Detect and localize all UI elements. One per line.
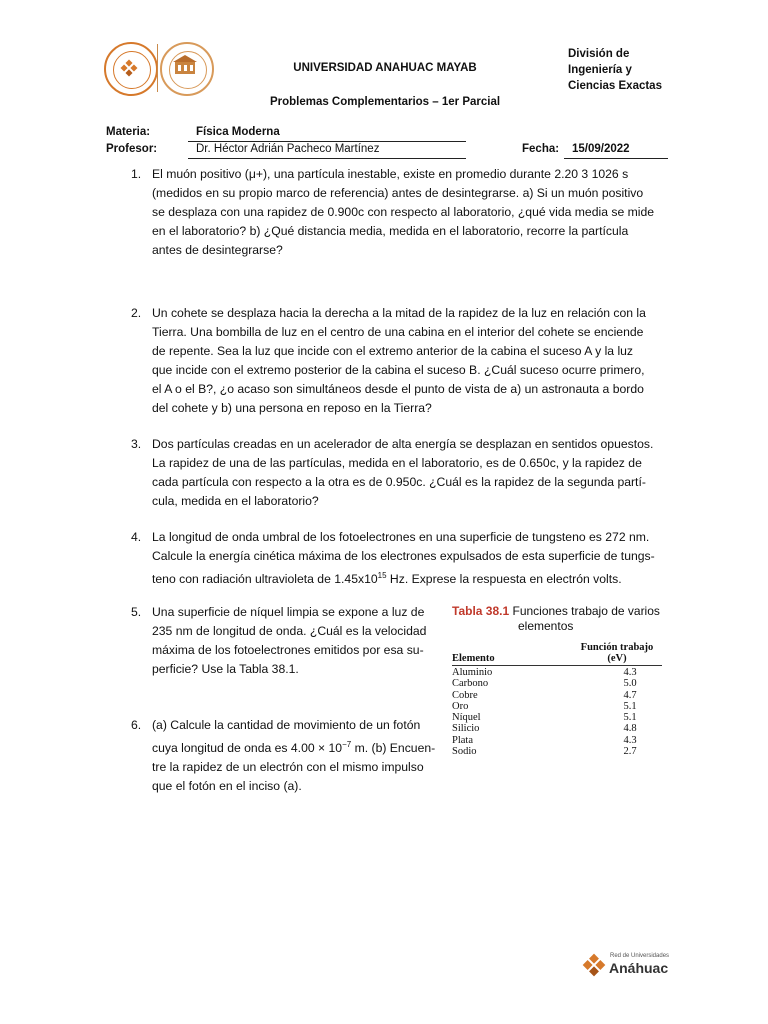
question-line: La longitud de onda umbral de los fotoelectrones en una superficie de tungsteno es 272 nm. — [152, 530, 650, 544]
column-header: Elemento — [452, 653, 495, 664]
question-4 — [152, 528, 662, 589]
fecha-value: 15/09/2022 — [572, 143, 630, 155]
question-line: tre la rapidez de un electrón con el mismo impulso — [152, 760, 424, 775]
profesor-value: Dr. Héctor Adrián Pacheco Martínez — [196, 143, 380, 155]
text-segment: teno con radiación ultravioleta de 1.45x10 — [152, 572, 378, 587]
question-line: Un cohete se desplaza hacia la derecha a la mitad de la rapidez de la luz en relación con la — [152, 306, 646, 320]
table-number: Tabla 38.1 — [452, 604, 510, 618]
question-line — [152, 735, 438, 758]
question-5 — [152, 603, 438, 679]
question-6 — [152, 716, 438, 796]
column-header-line: Función trabajo — [580, 642, 654, 653]
text-segment: m. (b) Encuen- — [351, 741, 436, 756]
table-row — [452, 667, 662, 678]
question-3 — [152, 435, 662, 511]
value-cell: 2.7 — [623, 746, 637, 758]
element-cell: Silicio — [452, 723, 480, 735]
question-line: máxima de los fotoelectrones emitidos por esa su- — [152, 643, 424, 657]
fecha-underline — [564, 158, 668, 159]
value-cell: 5.1 — [623, 712, 637, 724]
question-number: 5. — [131, 605, 142, 619]
profesor-label: Profesor: — [106, 143, 158, 155]
table-row — [452, 723, 662, 734]
question-line — [152, 566, 662, 589]
question-number: 1. — [131, 167, 142, 181]
element-cell: Cobre — [452, 689, 478, 701]
table-row — [452, 712, 662, 723]
anahuac-diamond-icon — [580, 951, 610, 979]
question-line: que incide con el extremo posterior de la cabina el suceso B. ¿Cuál suceso ocurre primero, — [152, 363, 645, 377]
fecha-label: Fecha: — [522, 143, 560, 155]
table-header — [452, 642, 662, 664]
table-title-2: elementos — [518, 619, 574, 633]
exponent: 15 — [377, 571, 387, 580]
text-segment: Hz. Exprese la respuesta en electrón volts. — [386, 572, 622, 587]
value-cell: 5.0 — [623, 678, 637, 690]
question-number: 3. — [131, 437, 142, 451]
question-line: La rapidez de una de las partículas, medida en el laboratorio, es de 0.650c, y la rapidez de — [152, 456, 642, 470]
question-line: cula, medida en el laboratorio? — [152, 494, 319, 508]
table-row — [452, 735, 662, 746]
question-line: Dos partículas creadas en un acelerador de alta energía se desplazan en sentidos opuestos. — [152, 437, 654, 451]
value-cell: 4.3 — [623, 734, 637, 746]
division-name — [568, 46, 662, 94]
question-number: 2. — [131, 306, 142, 320]
division-line: Ciencias Exactas — [568, 80, 662, 92]
table-title: Funciones trabajo de varios — [512, 604, 660, 618]
question-line: Calcule la energía cinética máxima de los electrones expulsados de esta superficie de tungs- — [152, 549, 655, 563]
profesor-underline — [188, 158, 466, 159]
question-line: (a) Calcule la cantidad de movimiento de un fotón — [152, 718, 421, 732]
question-1 — [152, 165, 662, 260]
column-header — [572, 642, 662, 664]
table-row — [452, 690, 662, 701]
question-line: el A o el B?, ¿o acaso son simultáneos desde el punto de vista de a) un astronauta a bordo — [152, 382, 644, 396]
brand-name: Anáhuac — [609, 960, 669, 976]
value-cell: 5.1 — [623, 700, 637, 712]
element-cell: Sodio — [452, 746, 477, 758]
question-number: 6. — [131, 718, 142, 732]
division-line: División de — [568, 48, 630, 60]
element-cell: Aluminio — [452, 667, 493, 678]
question-line: se desplaza con una rapidez de 0.900c con respecto al laboratorio, ¿qué vida media se mide — [152, 205, 655, 219]
element-cell: Carbono — [452, 678, 489, 690]
table-row — [452, 678, 662, 689]
value-cell: 4.8 — [623, 723, 637, 735]
question-2 — [152, 304, 662, 418]
division-line: Ingeniería y — [568, 64, 632, 76]
question-line: El muón positivo (μ+), una partícula inestable, existe en promedio durante 2.20 3 1026 s — [152, 167, 629, 181]
materia-underline — [188, 141, 466, 142]
question-line: cada partícula con respecto a la otra es de 0.950c. ¿Cuál es la rapidez de la segunda partí- — [152, 475, 646, 489]
question-line: Una superficie de níquel limpia se expone a luz de — [152, 605, 425, 619]
exponent: −7 — [342, 740, 352, 749]
question-line: antes de desintegrarse? — [152, 243, 283, 257]
question-line: en el laboratorio? b) ¿Qué distancia media, medida en el laboratorio, recorre la partícula — [152, 224, 629, 238]
value-cell: 4.7 — [623, 689, 637, 701]
question-line: perficie? Use la Tabla 38.1. — [152, 662, 299, 676]
materia-label: Materia: — [106, 126, 151, 138]
question-line: (medidos en su propio marco de referencia) antes de desintegrarse. a) Si un muón positivo — [152, 186, 644, 200]
anahuac-seal-logo — [104, 42, 158, 96]
table-rule — [452, 665, 662, 666]
text-segment: cuya longitud de onda es 4.00 × 10 — [152, 741, 343, 756]
materia-value: Física Moderna — [196, 126, 280, 138]
value-cell: 4.3 — [623, 667, 637, 678]
document-subtitle: Problemas Complementarios – 1er Parcial — [269, 96, 501, 108]
table-row — [452, 701, 662, 712]
question-line: Tierra. Una bombilla de luz en el centro de una cabina en el interior del cohete se enciende — [152, 325, 644, 339]
element-cell: Plata — [452, 734, 473, 746]
column-header-line: (eV) — [607, 653, 627, 664]
question-number: 4. — [131, 530, 142, 544]
element-cell: Oro — [452, 700, 469, 712]
question-line: 235 nm de longitud de onda. ¿Cuál es la velocidad — [152, 624, 427, 638]
network-label: Red de Universidades — [610, 953, 670, 959]
element-cell: Níquel — [452, 712, 481, 724]
university-name: UNIVERSIDAD ANAHUAC MAYAB — [293, 62, 477, 74]
mayab-seal-logo — [160, 42, 214, 96]
table-caption — [452, 604, 662, 619]
logo-divider — [157, 44, 158, 92]
question-line: de repente. Sea la luz que incide con el extremo anterior de la cabina el suceso A y la luz — [152, 344, 634, 358]
question-line: del cohete y b) una persona en reposo en la Tierra? — [152, 401, 432, 415]
work-function-table — [452, 604, 662, 757]
table-row — [452, 746, 662, 757]
question-line: que el fotón en el inciso (a). — [152, 779, 302, 794]
